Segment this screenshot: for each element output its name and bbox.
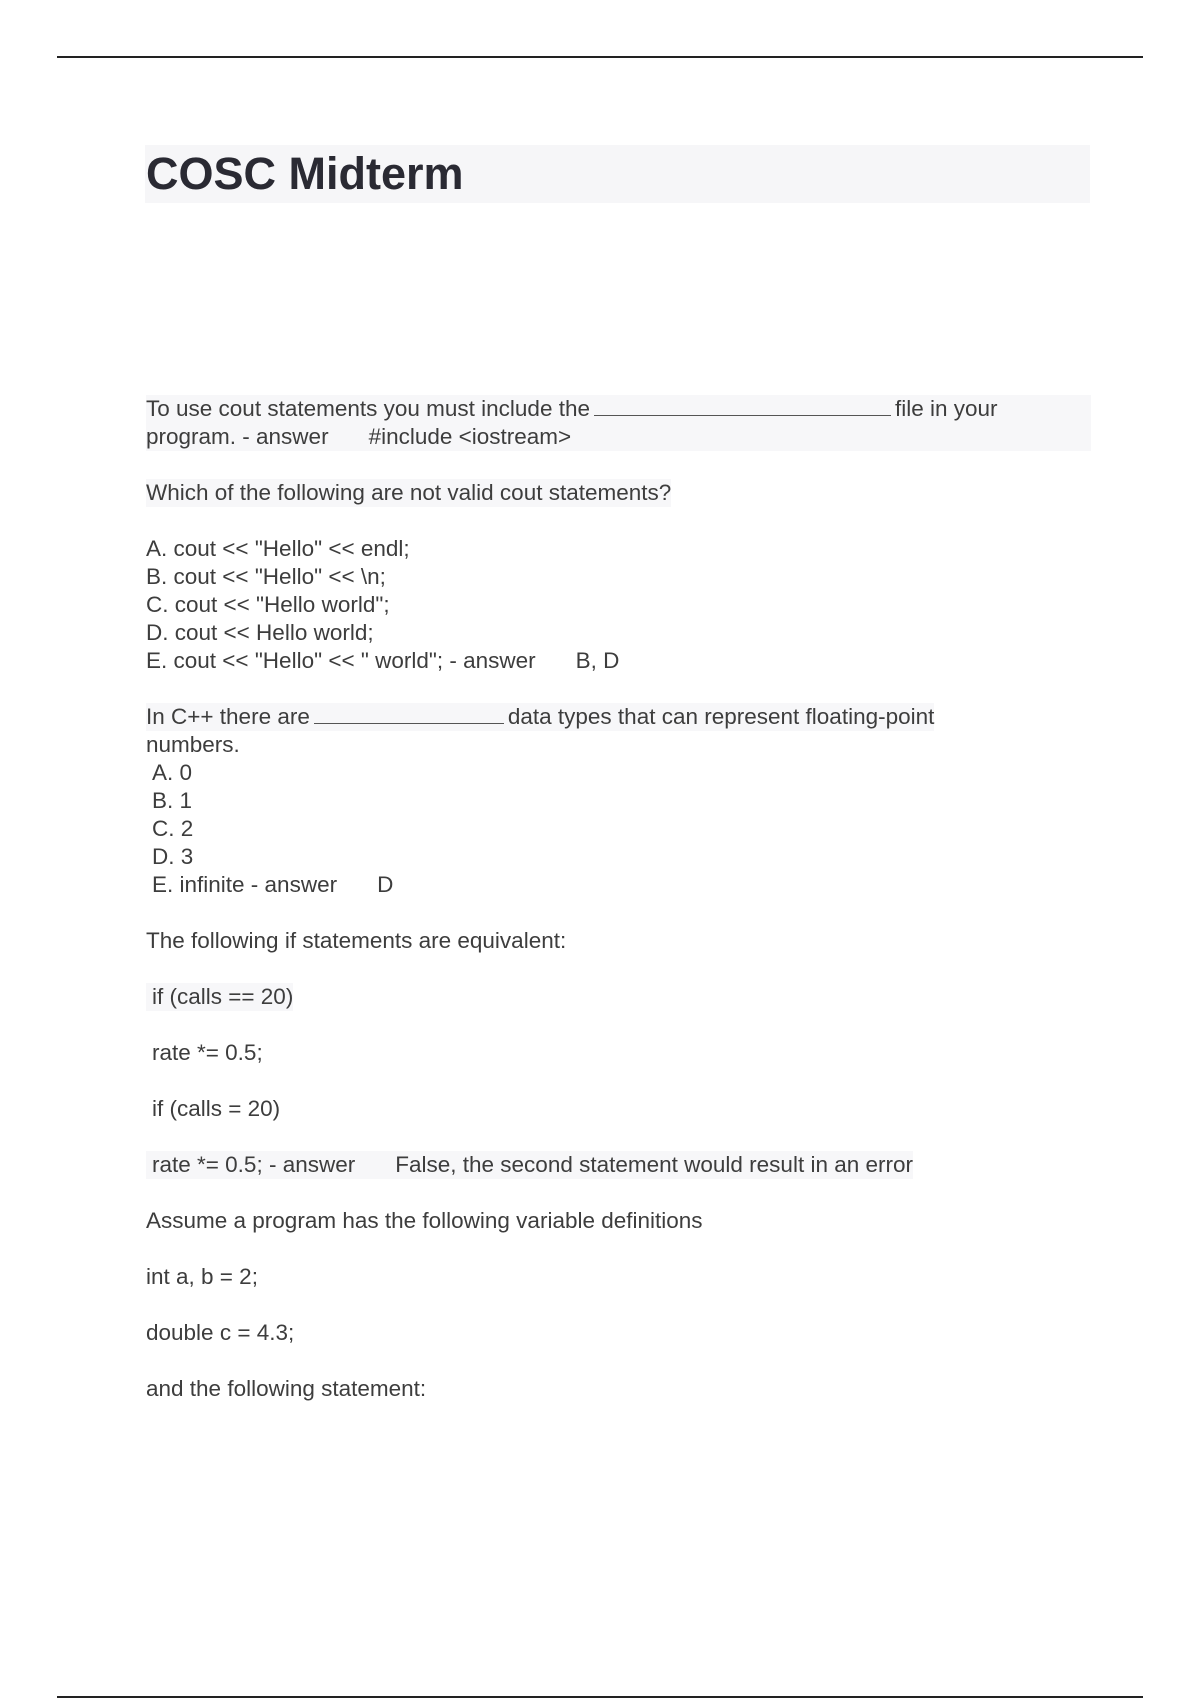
q3-line2: numbers. bbox=[146, 732, 240, 757]
q3-last-option: E. infinite - answer bbox=[152, 872, 338, 897]
question-3 bbox=[146, 703, 1091, 899]
top-rule bbox=[57, 56, 1143, 58]
q4-code-line: if (calls == 20) bbox=[146, 983, 293, 1011]
q4-code-line: rate *= 0.5; bbox=[152, 1040, 263, 1065]
q5-code-line: int a, b = 2; bbox=[146, 1264, 258, 1289]
q2-question: Which of the following are not valid cout statements? bbox=[146, 480, 672, 505]
fill-in-blank bbox=[314, 703, 504, 724]
q4-question: The following if statements are equivalent: bbox=[146, 928, 567, 953]
q3-text-before-blank: In C++ there are bbox=[146, 704, 310, 729]
q2-option: B. cout << "Hello" << \n; bbox=[146, 564, 386, 589]
document-body bbox=[146, 395, 1091, 1431]
q5-code-line: double c = 4.3; bbox=[146, 1320, 295, 1345]
q2-answer: B, D bbox=[575, 648, 620, 673]
question-5 bbox=[146, 1207, 1091, 1235]
fill-in-blank bbox=[594, 395, 891, 416]
q4-code-line: rate *= 0.5; - answer bbox=[152, 1152, 356, 1177]
question-2-options bbox=[146, 535, 1091, 675]
q3-answer: D bbox=[377, 872, 394, 897]
q5-text-line: and the following statement: bbox=[146, 1376, 427, 1401]
question-1 bbox=[146, 395, 1091, 451]
q2-last-option: E. cout << "Hello" << " world"; - answer bbox=[146, 648, 536, 673]
q4-answer: False, the second statement would result in an error bbox=[395, 1152, 913, 1177]
q1-text-before-blank: To use cout statements you must include the bbox=[146, 396, 590, 421]
q3-option: D. 3 bbox=[152, 844, 194, 869]
q3-option: A. 0 bbox=[152, 760, 193, 785]
q3-option: B. 1 bbox=[152, 788, 193, 813]
page-title: COSC Midterm bbox=[146, 148, 464, 199]
q2-option: A. cout << "Hello" << endl; bbox=[146, 536, 410, 561]
bottom-rule bbox=[57, 1696, 1143, 1698]
q5-question: Assume a program has the following variable definitions bbox=[146, 1208, 703, 1233]
question-2 bbox=[146, 479, 1091, 507]
q4-code-line: if (calls = 20) bbox=[152, 1096, 281, 1121]
q3-text-after-blank: data types that can represent floating-point bbox=[507, 704, 935, 729]
q2-option: D. cout << Hello world; bbox=[146, 620, 374, 645]
q1-text-after-blank: file in your bbox=[895, 396, 998, 421]
q2-option: C. cout << "Hello world"; bbox=[146, 592, 390, 617]
q1-line2: program. - answer bbox=[146, 424, 329, 449]
q1-answer: #include <iostream> bbox=[368, 424, 572, 449]
q3-option: C. 2 bbox=[152, 816, 194, 841]
question-4 bbox=[146, 927, 1091, 955]
